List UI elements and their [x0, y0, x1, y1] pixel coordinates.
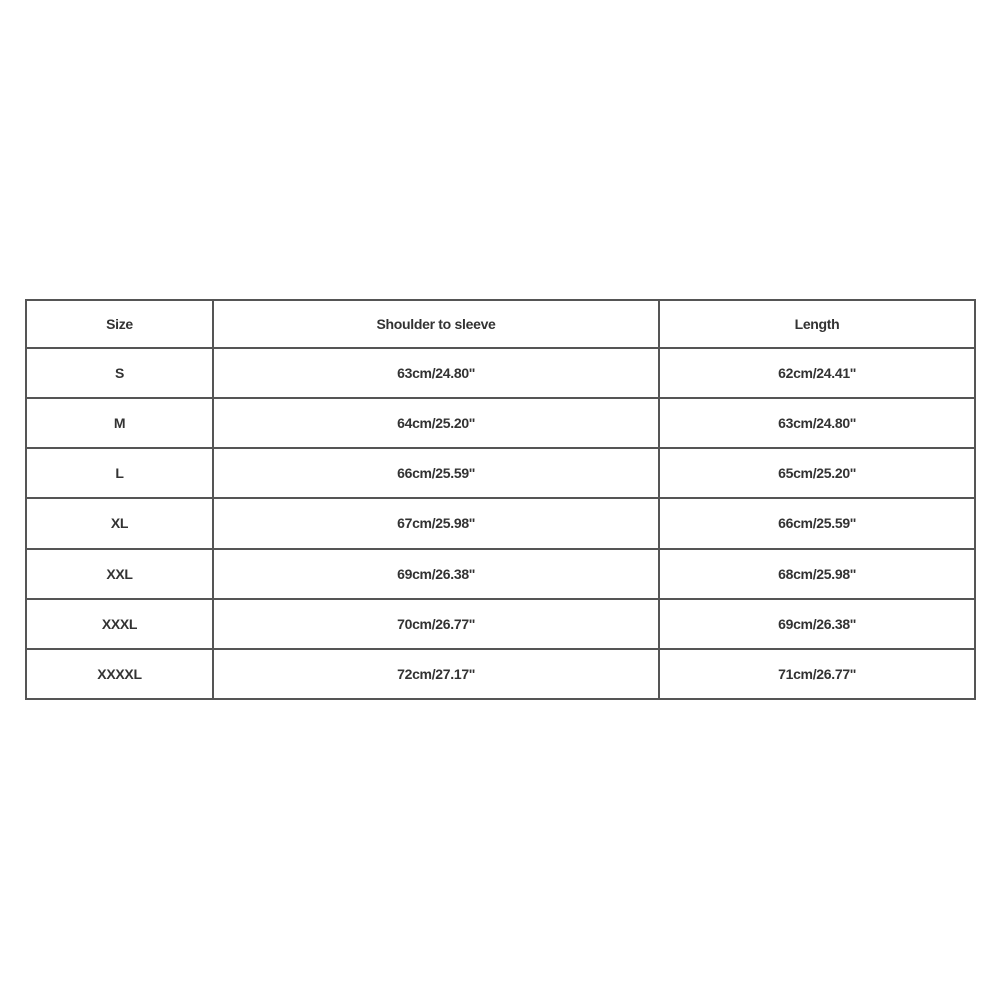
shoulder-to-sleeve-cell: 69cm/26.38''	[213, 549, 659, 599]
table-row	[26, 549, 975, 599]
shoulder-to-sleeve-cell: 72cm/27.17''	[213, 649, 659, 699]
table-row	[26, 649, 975, 699]
size-cell: M	[26, 398, 213, 448]
shoulder-to-sleeve-cell: 70cm/26.77''	[213, 599, 659, 649]
header-size: Size	[26, 300, 213, 348]
length-cell: 68cm/25.98''	[659, 549, 975, 599]
table-row	[26, 398, 975, 448]
table-row	[26, 448, 975, 498]
size-cell: XXL	[26, 549, 213, 599]
shoulder-to-sleeve-cell: 66cm/25.59''	[213, 448, 659, 498]
table-row	[26, 498, 975, 548]
shoulder-to-sleeve-cell: 67cm/25.98''	[213, 498, 659, 548]
shoulder-to-sleeve-cell: 63cm/24.80''	[213, 348, 659, 398]
size-cell: XXXL	[26, 599, 213, 649]
shoulder-to-sleeve-cell: 64cm/25.20''	[213, 398, 659, 448]
size-cell: XXXXL	[26, 649, 213, 699]
length-cell: 69cm/26.38''	[659, 599, 975, 649]
length-cell: 65cm/25.20''	[659, 448, 975, 498]
length-cell: 63cm/24.80''	[659, 398, 975, 448]
header-row	[26, 300, 975, 348]
size-cell: L	[26, 448, 213, 498]
header-shoulder-to-sleeve: Shoulder to sleeve	[213, 300, 659, 348]
table-row	[26, 599, 975, 649]
size-cell: S	[26, 348, 213, 398]
length-cell: 62cm/24.41''	[659, 348, 975, 398]
size-cell: XL	[26, 498, 213, 548]
size-chart-table	[25, 299, 976, 700]
length-cell: 71cm/26.77''	[659, 649, 975, 699]
length-cell: 66cm/25.59''	[659, 498, 975, 548]
table-row	[26, 348, 975, 398]
header-length: Length	[659, 300, 975, 348]
